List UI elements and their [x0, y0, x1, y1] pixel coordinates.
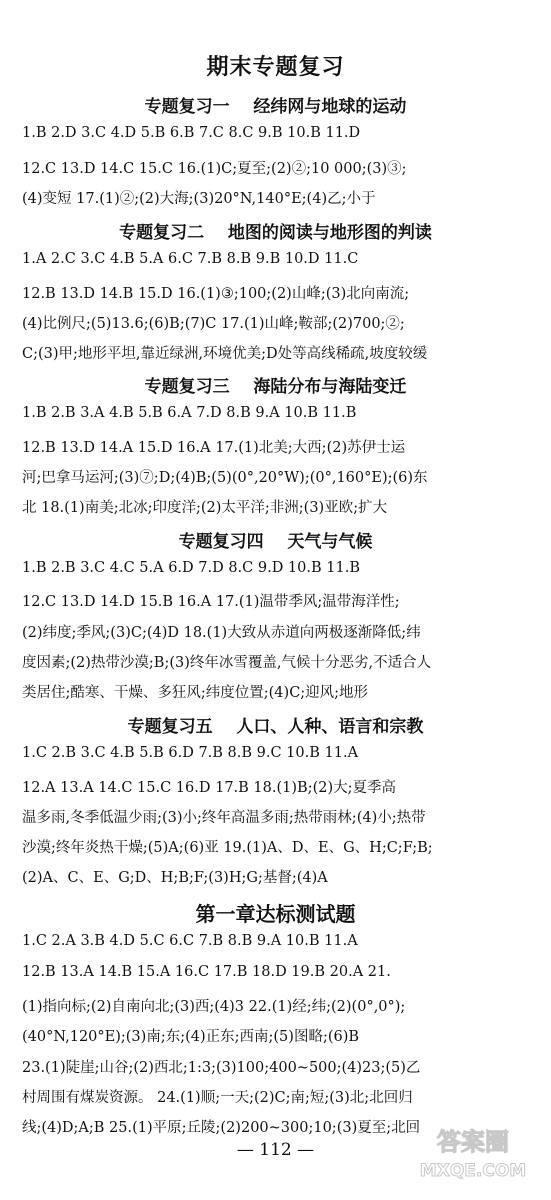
answer-line: 1.B 2.D 3.C 4.D 5.B 6.B 7.C 8.C 9.B 10.B 11.D — [22, 125, 361, 141]
answer-line: 线;(4)D;A;B 25.(1)平原;丘陵;(2)200~300;10;(3)夏至;北回 — [22, 1120, 421, 1136]
answer-line: 河;巴拿马运河;(3)⑦;D;(4)B;(5)(0°,20°W);(0°,160°E);(6)东 — [22, 470, 428, 486]
answer-line: 北 18.(1)南美;北冰;印度洋;(2)太平洋;非洲;(3)亚欧;扩大 — [22, 500, 388, 516]
chapter-title: 第一章达标测试题 — [195, 902, 356, 926]
answer-line: 12.A 13.A 14.C 15.C 16.D 17.B 18.(1)B;(2)大;夏季高 — [22, 780, 396, 796]
answer-line: C;(3)甲;地形平坦,靠近绿洲,环境优美;D处等高线稀疏,坡度较缓 — [22, 346, 428, 362]
answer-line: (2)A、C、E、G;D、H;B;F;(3)H;G;基督;(4)A — [22, 870, 328, 886]
answer-line: 1.C 2.B 3.C 4.B 5.B 6.D 7.B 8.B 9.C 10.B 11.A — [22, 745, 359, 761]
watermark-text: 答案圈 — [437, 1128, 509, 1156]
page-title: 期末专题复习 — [206, 55, 345, 80]
answer-line: 沙漠;终年炎热干燥;(5)A;(6)亚 19.(1)A、D、E、G、H;C;F;B; — [22, 840, 433, 856]
watermark-url: MXQE.COM — [419, 1161, 527, 1181]
answer-line: 12.C 13.D 14.D 15.B 16.A 17.(1)温带季风;温带海洋性; — [22, 594, 400, 610]
answer-line: 1.B 2.B 3.C 4.C 5.A 6.D 7.D 8.C 9.D 10.B 11.B — [22, 560, 360, 576]
page-number: — 112 — — [236, 1140, 315, 1160]
answer-line: 12.C 13.D 14.C 15.C 16.(1)C;夏至;(2)②;10 000;(3)③; — [22, 161, 407, 177]
answer-line: 村周围有煤炭资源。 24.(1)顺;一天;(2)C;南;短;(3)北;北回归 — [22, 1090, 413, 1106]
section-title-1: 专题复习一 经纬网与地球的运动 — [144, 97, 407, 117]
section-title-2: 专题复习二 地图的阅读与地形图的判读 — [119, 223, 432, 243]
section-title-3: 专题复习三 海陆分布与海陆变迁 — [144, 377, 407, 397]
answer-line: 类居住;酷寒、干燥、多狂风;纬度位置;(4)C;迎风;地形 — [22, 685, 369, 701]
answer-line: 23.(1)陡崖;山谷;(2)西北;1:3;(3)100;400~500;(4)23;(5)乙 — [22, 1060, 421, 1076]
answer-line: 12.B 13.A 14.B 15.A 16.C 17.B 18.D 19.B 20.A 21. — [22, 964, 391, 980]
section-title-5: 专题复习五 人口、人种、语言和宗教 — [127, 717, 424, 737]
answer-line: 度因素;(2)热带沙漠;B;(3)终年冰雪覆盖,气候十分恶劣,不适合人 — [22, 655, 432, 671]
answer-line: (40°N,120°E);(3)南;东;(4)正东;西南;(5)图略;(6)B — [22, 1029, 360, 1045]
answer-line: (4)变短 17.(1)②;(2)大海;(3)20°N,140°E;(4)乙;小于 — [22, 191, 376, 207]
answer-line: 1.C 2.A 3.B 4.D 5.C 6.C 7.B 8.B 9.A 10.B 11.A — [22, 933, 358, 949]
answer-line: (2)纬度;季风;(3)C;(4)D 18.(1)大致从赤道向两极逐渐降低;纬 — [22, 625, 421, 641]
answer-line: 12.B 13.D 14.B 15.D 16.(1)③;100;(2)山峰;(3)北向南流; — [22, 286, 410, 302]
answer-line: 1.B 2.B 3.A 4.B 5.B 6.A 7.D 8.B 9.A 10.B 11.B — [22, 405, 357, 421]
answer-line: 12.B 13.D 14.A 15.D 16.A 17.(1)北美;大西;(2)苏伊士运 — [22, 440, 406, 456]
watermark-logo — [413, 1120, 533, 1182]
answer-line: (4)比例尺;(5)13.6;(6)B;(7)C 17.(1)山峰;鞍部;(2)700;②; — [22, 316, 405, 332]
answer-line: (1)指向标;(2)自南向北;(3)西;(4)3 22.(1)经;纬;(2)(0°,0°); — [22, 999, 406, 1015]
answer-line: 1.A 2.C 3.C 4.B 5.A 6.C 7.B 8.B 9.B 10.D 11.C — [22, 251, 359, 267]
section-title-4: 专题复习四 天气与气候 — [178, 532, 373, 552]
answer-line: 温多雨,冬季低温少雨;(3)小;终年高温多雨;热带雨林;(4)小;热带 — [22, 810, 426, 826]
